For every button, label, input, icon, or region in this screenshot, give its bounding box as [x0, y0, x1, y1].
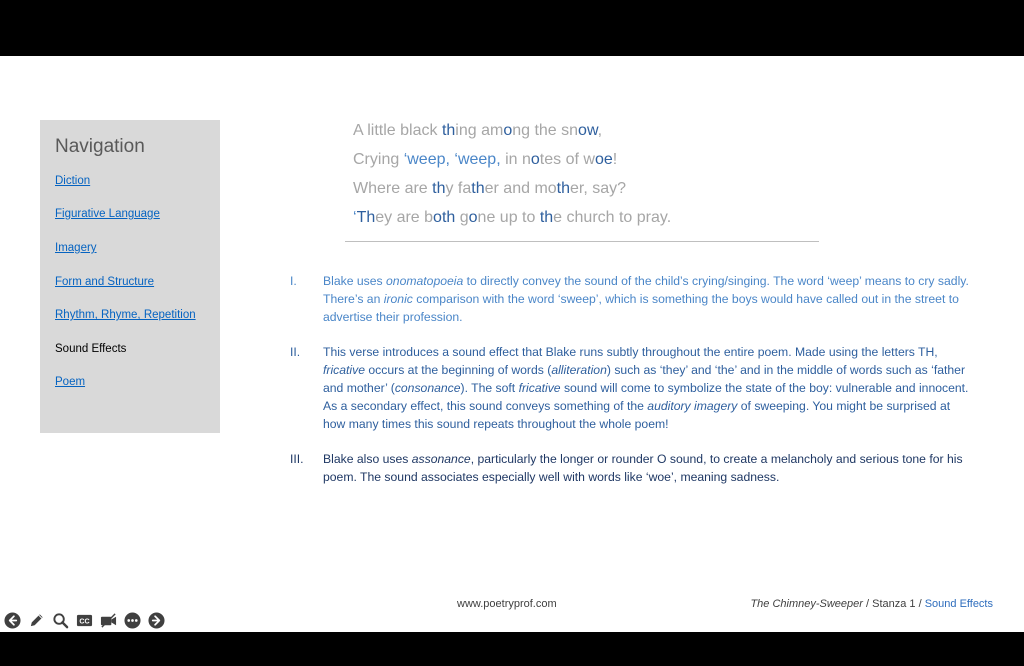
crumb-current: Sound Effects — [924, 598, 993, 610]
previous-icon[interactable] — [3, 611, 21, 629]
next-icon[interactable] — [147, 611, 165, 629]
nav-link-imagery[interactable]: Imagery — [55, 242, 97, 254]
captions-icon[interactable] — [75, 611, 93, 629]
analysis-point-1: I. Blake uses onomatopoeia to directly convey the sound of the child’s crying/singing. The word ‘weep’ means to cry sadly. There’s an ironic comparison with the word ‘sweep’, which is something the boys would have called out in the street to advertise their profession. — [290, 274, 969, 324]
footer-breadcrumb: The Chimney-Sweeper / Stanza 1 / Sound Effects — [750, 598, 993, 610]
point-number: I. — [290, 274, 297, 288]
point-number: II. — [290, 345, 301, 359]
slideshow-controls — [3, 611, 165, 629]
footer-url: www.poetryprof.com — [457, 598, 557, 610]
poem-line-4: ‘They are both gone up to the church to pray. — [353, 209, 672, 226]
navigation-panel — [40, 120, 220, 433]
point-number: III. — [290, 452, 304, 466]
navigation-title: Navigation — [55, 136, 145, 157]
nav-link-poem[interactable]: Poem — [55, 376, 86, 388]
svg-text:CC: CC — [78, 617, 90, 626]
analysis-point-3: III. Blake also uses assonance, particularly the longer or rounder O sound, to create a melancholy and serious tone for his poem. The sound associates especially well with words like ‘woe’, meaning sadness. — [290, 452, 963, 484]
slide — [0, 56, 1024, 632]
analysis-point-2: II. This verse introduces a sound effect that Blake runs subtly throughout the entire poem. Made using the letters TH, fricative occurs at the beginning of words (alliteration) such as ‘they’ and ‘the’ and in the middle of words such as ‘father and mother’ (consonance). The soft fricative sound will come to symbolize the state of the boy: vulnerable and innocent. As a secondary effect, this sound conveys something of the auditory imagery of sweeping. You might be surprised at how many times this sound repeats throughout the whole poem! — [290, 345, 969, 431]
poem-stanza — [353, 116, 853, 232]
pen-icon[interactable] — [27, 611, 45, 629]
nav-item-sound-effects-current: Sound Effects — [55, 343, 127, 355]
camera-icon[interactable] — [99, 611, 117, 629]
nav-link-diction[interactable]: Diction — [55, 175, 91, 187]
divider — [345, 241, 819, 242]
crumb-poem-title: The Chimney-Sweeper — [750, 598, 863, 610]
crumb-stanza: Stanza 1 — [872, 598, 916, 610]
more-icon[interactable] — [123, 611, 141, 629]
poem-line-2: Crying ‘weep, ‘weep, in notes of woe! — [353, 151, 618, 168]
nav-link-form-and-structure[interactable]: Form and Structure — [55, 276, 155, 288]
nav-link-figurative-language[interactable]: Figurative Language — [55, 208, 160, 220]
nav-link-rhythm-rhyme-repetition[interactable]: Rhythm, Rhyme, Repetition — [55, 309, 196, 321]
zoom-icon[interactable] — [51, 611, 69, 629]
poem-line-3: Where are thy father and mother, say? — [353, 180, 627, 197]
poem-line-1: A little black thing among the snow, — [353, 122, 603, 139]
analysis-list — [290, 272, 970, 503]
